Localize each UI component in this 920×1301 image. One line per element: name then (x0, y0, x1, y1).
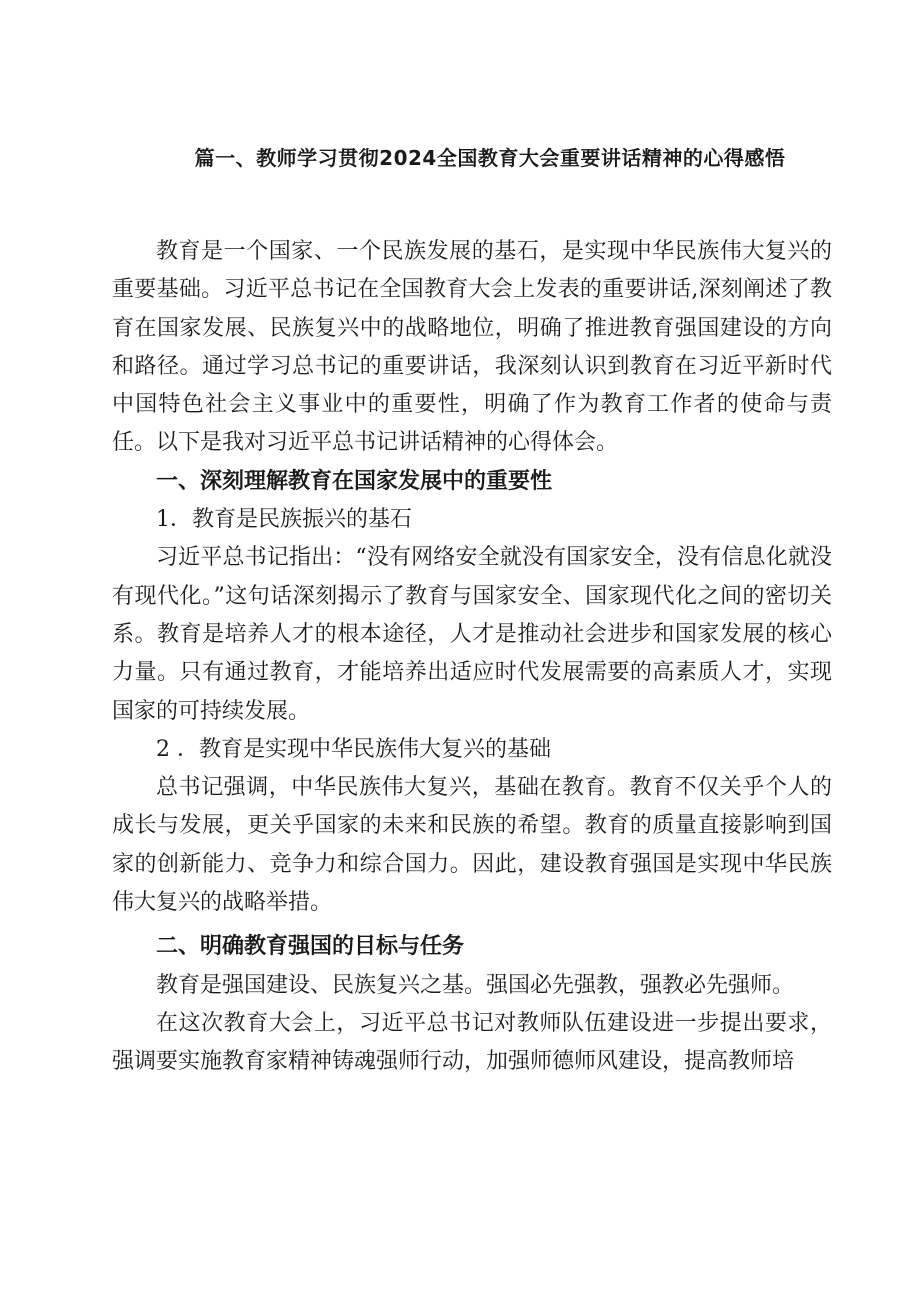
section-heading-1: 一、深刻理解教育在国家发展中的重要性 (156, 468, 553, 494)
paragraph-2-2: 在这次教育大会上，习近平总书记对教师队伍建设进一步提出要求，强调要实施教育家精神铸魂强师行动，加强师德师风建设，提高教师培 (112, 1010, 832, 1075)
document-body (112, 233, 832, 1082)
subsection-heading-1-2: 2 ．教育是实现中华民族伟大复兴的基础 (156, 736, 551, 762)
document-title: 篇一、教师学习贯彻2024全国教育大会重要讲话精神的心得感悟 (194, 146, 786, 170)
paragraph-1-1: 习近平总书记指出：“没有网络安全就没有国家安全，没有信息化就没有现代化。”这句话深刻揭示了教育与国家安全、国家现代化之间的密切关系。教育是培养人才的根本途径，人才是推动社会进步和国家发展的核心力量。只有通过教育，才能培养出适应时代发展需要的高素质人才，实现国家的可持续发展。 (112, 545, 832, 724)
paragraph-1-2: 总书记强调，中华民族伟大复兴，基础在教育。教育不仅关乎个人的成长与发展，更关乎国家的未来和民族的希望。教育的质量直接影响到国家的创新能力、竞争力和综合国力。因此，建设教育强国是实现中华民族伟大复兴的战略举措。 (112, 775, 832, 916)
subsection-heading-1-1: 1．教育是民族振兴的基石 (156, 507, 412, 533)
section-heading-2: 二、明确教育强国的目标与任务 (156, 934, 465, 960)
paragraph-intro: 教育是一个国家、一个民族发展的基石，是实现中华民族伟大复兴的重要基础。习近平总书记在全国教育大会上发表的重要讲话,深刻阐述了教育在国家发展、民族复兴中的战略地位，明确了推进教育强国建设的方向和路径。通过学习总书记的重要讲话，我深刻认识到教育在习近平新时代中国特色社会主义事业中的重要性，明确了作为教育工作者的使命与责任。以下是我对习近平总书记讲话精神的心得体会。 (112, 239, 832, 456)
paragraph-2-1: 教育是强国建设、民族复兴之基。强国必先强教，强教必先强师。 (156, 972, 795, 998)
